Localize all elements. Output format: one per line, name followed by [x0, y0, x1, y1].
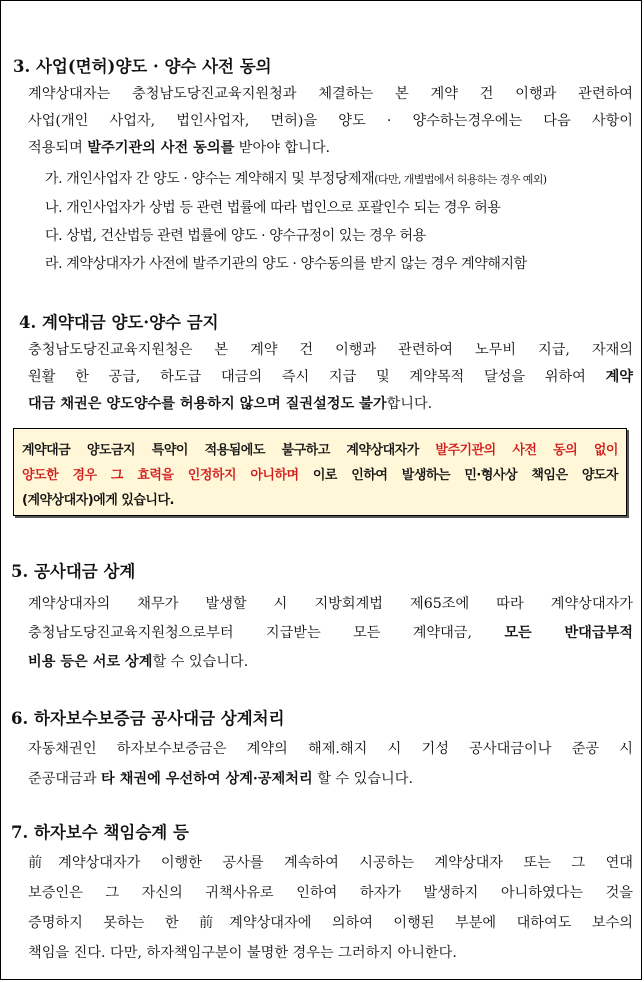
warning-line-3: (계약상대자)에게 있습니다.: [22, 493, 174, 508]
emphasis-text: 모든 반대급부적: [504, 625, 633, 641]
warning-box: [13, 428, 627, 516]
section-4-title: 4. 계약대금 양도·양수 금지: [19, 313, 219, 332]
warning-line-1: 계약대금 양도금지 특약이 적용됨에도 불구하고 계약상대자가 발주기관의 사전 동의 없이: [22, 443, 618, 458]
list-item: 다. 상법, 건산법등 관련 법률에 양도 · 양수규정이 있는 경우 허용: [45, 228, 426, 244]
warning-line-2: 양도한 경우 그 효력을 인정하지 아니하며 이로 인하여 발생하는 민·형사상 책임은 양도자: [22, 468, 618, 483]
emphasis-text: 타 채권에 우선하여 상계·공제처리: [101, 771, 313, 787]
section-3-title: 3. 사업(면허)양도 · 양수 사전 동의: [13, 57, 272, 76]
section-5-line-2: 충청남도당진교육지원청으로부터 지급받는 모든 계약대금, 모든 반대급부적: [28, 625, 633, 641]
list-item: 나. 개인사업자가 상법 등 관련 법률에 따라 법인으로 포괄인수 되는 경우 허용: [45, 200, 501, 216]
section-7-line-1: 前계약상대자가 이행한 공사를 계속하여 시공하는 계약상대자 또는 그 연대: [28, 855, 633, 871]
list-item: 가. 개인사업자 간 양도 · 양수는 계약해지 및 부정당제재(다만, 개별법에서 허용하는 경우 예외): [45, 171, 547, 187]
section-4-line-1: 충청남도당진교육지원청은 본 계약 건 이행과 관련하여 노무비 지급, 자재의: [28, 342, 633, 358]
section-3-line-3: 적용되며 발주기관의 사전 동의를 받아야 합니다.: [28, 140, 331, 156]
warning-red-text: 양도한 경우 그 효력을 인정하지 아니하며: [22, 468, 299, 483]
section-7-title: 7. 하자보수 책임승계 등: [11, 823, 189, 842]
section-7-line-4: 책임을 진다. 다만, 하자책임구분이 불명한 경우는 그러하지 아니한다.: [28, 945, 457, 961]
section-7-line-2: 보증인은 그 자신의 귀책사유로 인하여 하자가 발생하지 아니하였다는 것을: [28, 885, 633, 901]
section-3-body: [28, 81, 633, 162]
warning-red-text: 발주기관의 사전 동의 없이: [435, 443, 618, 458]
section-6-line-2: 준공대금과 타 채권에 우선하여 상계·공제처리 할 수 있습니다.: [28, 771, 413, 787]
section-3-line-2: 사업(개인 사업자, 법인사업자, 면허)을 양도 · 양수하는경우에는 다음 사항이: [28, 113, 633, 129]
section-5-title: 5. 공사대금 상계: [11, 562, 136, 581]
section-4-line-2: 원활 한 공급, 하도급 대금의 즉시 지급 및 계약목적 달성을 위하여 계약: [28, 369, 633, 385]
section-5-line-1: 계약상대자의 채무가 발생할 시 지방회계법 제65조에 따라 계약상대자가: [28, 596, 633, 612]
emphasis-text: 대금 채권은 양도양수를 허용하지 않으며 질권설정도 불가: [28, 396, 387, 412]
section-6-body: [28, 734, 633, 794]
list-item: 라. 계약상대자가 사전에 발주기관의 양도 · 양수동의를 받지 않는 경우 계약해지함: [45, 256, 527, 272]
section-7-body: [28, 848, 633, 968]
emphasis-text: 발주기관의 사전 동의를: [87, 140, 235, 156]
section-3-line-1: 계약상대자는 충청남도당진교육지원청과 체결하는 본 계약 건 이행과 관련하여: [28, 86, 633, 102]
section-5-line-3: 비용 등은 서로 상계할 수 있습니다.: [28, 654, 249, 670]
section-6-line-1: 자동채권인 하자보수보증금은 계약의 해제.해지 시 기성 공사대금이나 준공 시: [28, 741, 633, 757]
section-4-body: [28, 337, 633, 418]
section-6-title: 6. 하자보수보증금 공사대금 상계처리: [11, 709, 285, 728]
section-4-line-3: 대금 채권은 양도양수를 허용하지 않으며 질권설정도 불가합니다.: [28, 396, 433, 412]
emphasis-text: 비용 등은 서로 상계: [28, 654, 153, 670]
footnote-text: (다만, 개별법에서 허용하는 경우 예외): [374, 173, 547, 186]
section-7-line-3: 증명하지 못하는 한 前계약상대자에 의하여 이행된 부분에 대하여도 보수의: [28, 915, 633, 931]
section-5-body: [28, 590, 633, 677]
emphasis-text: 계약: [605, 369, 633, 385]
